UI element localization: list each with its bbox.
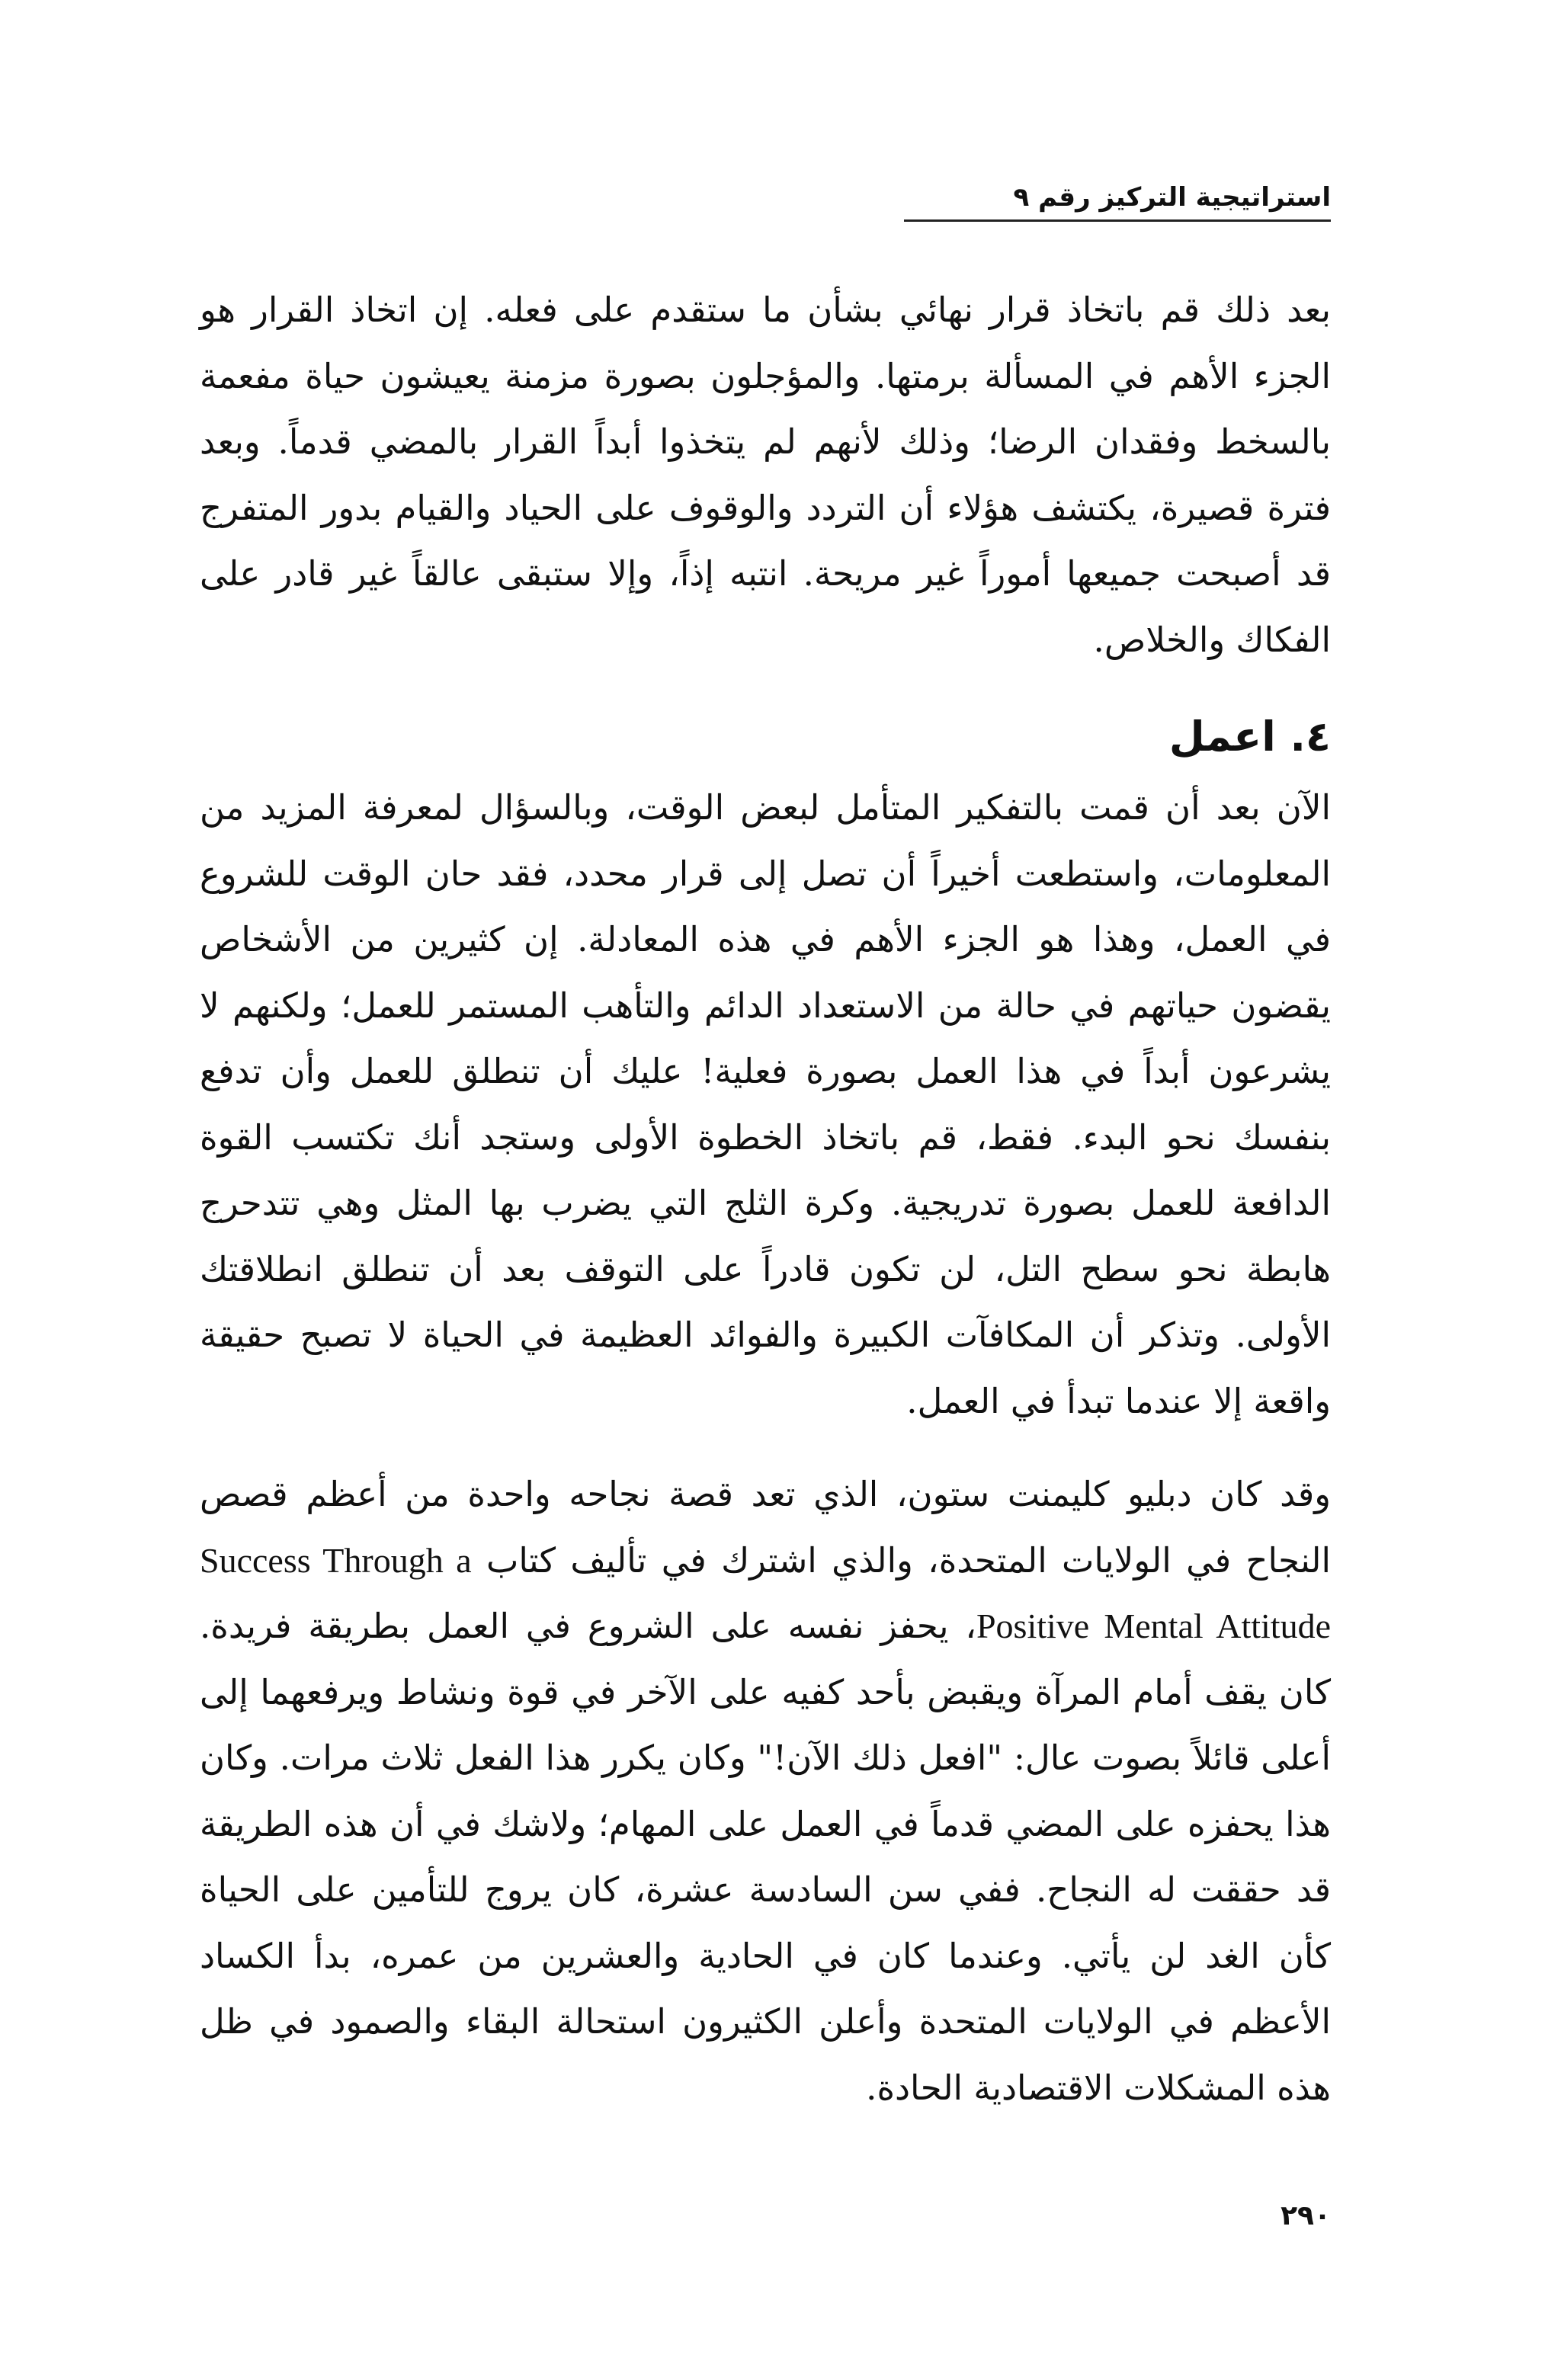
paragraph-clement-stone [200, 1462, 1331, 2121]
book-title-line1: Success Through a [200, 1540, 472, 1580]
page-number: ٢٩٠ [1281, 2200, 1331, 2231]
paragraph-act: الآن بعد أن قمت بالتفكير المتأمل لبعض الوقت، وبالسؤال لمعرفة المزيد من المعلومات، واستطعت أخيراً أن تصل إلى قرار محدد، فقد حان الوقت للشروع في العمل، وهذا هو الجزء الأهم في هذه المعادلة. إن كثيرين من الأشخاص يقضون حياتهم في حالة من الاستعداد الدائم والتأهب المستمر للعمل؛ ولكنهم لا يشرعون أبداً في هذا العمل بصورة فعلية! عليك أن تنطلق للعمل وأن تدفع بنفسك نحو البدء. فقط، قم باتخاذ الخطوة الأولى وستجد أنك تكتسب القوة الدافعة للعمل بصورة تدريجية. وكرة الثلج التي يضرب بها المثل وهي تتدحرج هابطة نحو سطح التل، لن تكون قادراً على التوقف بعد أن تنطلق انطلاقتك الأولى. وتذكر أن المكافآت الكبيرة والفوائد العظيمة في الحياة لا تصبح حقيقة واقعة إلا عندما تبدأ في العمل. [200, 787, 1331, 1421]
paragraph-decision: بعد ذلك قم باتخاذ قرار نهائي بشأن ما ستقدم على فعله. إن اتخاذ القرار هو الجزء الأهم في المسألة برمتها. والمؤجلون بصورة مزمنة يعيشون حياة مفعمة بالسخط وفقدان الرضا؛ وذلك لأنهم لم يتخذوا أبداً القرار بالمضي قدماً. وبعد فترة قصيرة، يكتشف هؤلاء أن التردد والوقوف على الحياد والقيام بدور المتفرج قد أصبحت جميعها أموراً غير مريحة. انتبه إذاً، وإلا ستبقى عالقاً غير قادر على الفكاك والخلاص. [200, 290, 1331, 660]
running-header: استراتيجية التركيز رقم ٩ [904, 180, 1331, 222]
paragraph-clement-stone-part1: وقد كان دبليو كليمنت ستون، الذي تعد قصة نجاحه واحدة من أعظم قصص النجاح في الولايات المتحدة، والذي اشترك في تأليف كتاب [200, 1474, 1331, 1581]
paragraph-clement-stone-part2: ، يحفز نفسه على الشروع في العمل بطريقة فريدة. كان يقف أمام المرآة ويقبض بأحد كفيه على الآخر في قوة ونشاط ويرفعهما إلى أعلى قائلاً بصوت عال: "افعل ذلك الآن!" وكان يكرر هذا الفعل ثلاث مرات. وكان هذا يحفزه على المضي قدماً في العمل على المهام؛ ولاشك في أن هذه الطريقة قد حققت له النجاح. ففي سن السادسة عشرة، كان يروج للتأمين على الحياة كأن الغد لن يأتي. وعندما كان في الحادية والعشرين من عمره، بدأ الكساد الأعظم في الولايات المتحدة وأعلن الكثيرون استحالة البقاء والصمود في ظل هذه المشكلات الاقتصادية الحادة. [200, 1606, 1331, 2108]
paragraph-gap [200, 1434, 1331, 1462]
book-title-line2: Positive Mental Attitude [976, 1606, 1331, 1645]
body-text [200, 277, 1331, 2121]
section-heading-act: ٤. اعمل [1168, 713, 1331, 761]
